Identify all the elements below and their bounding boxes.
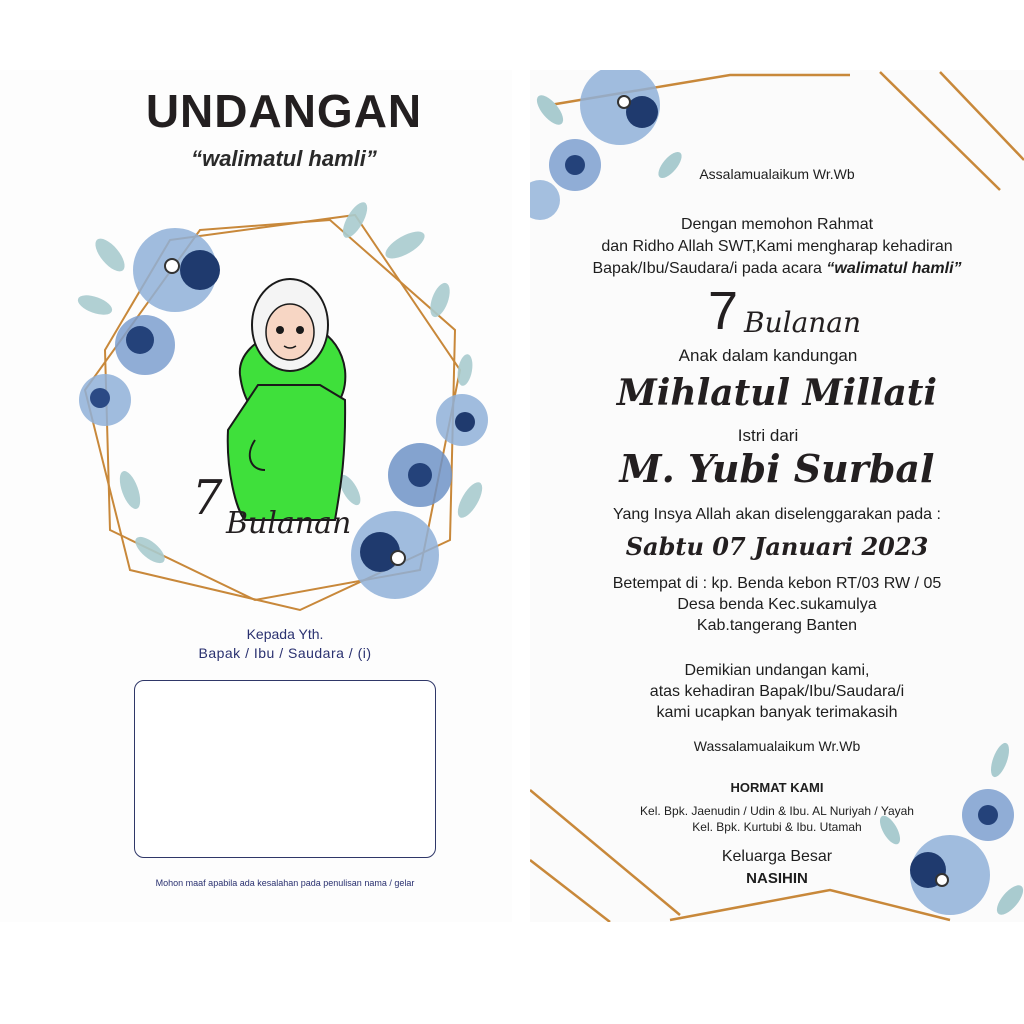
invitation-cover	[0, 70, 512, 922]
closing-paragraph	[530, 660, 1024, 723]
closing-greeting: Wassalamualaikum Wr.Wb	[693, 738, 861, 754]
invitation-content	[530, 70, 1024, 922]
child-label: Anak dalam kandungan	[678, 346, 858, 365]
flower-top-left-corner	[530, 70, 686, 220]
held-label: Yang Insya Allah akan diselenggarakan pada :	[613, 506, 941, 523]
flower-right-low	[388, 443, 452, 507]
closing-line: atas kehadiran Bapak/Ibu/Saudara/i	[649, 683, 905, 700]
closing-line: kami ucapkan banyak terimakasih	[656, 704, 898, 721]
flower-left-mid	[115, 315, 175, 375]
recipient-salutation: Bapak / Ibu / Saudara / (i)	[198, 645, 372, 661]
family-line: Kel. Bpk. Jaenudin / Udin & Ibu. AL Nuriyah / Yayah	[640, 804, 914, 818]
event-date: Sabtu 07 Januari 2023	[625, 532, 929, 561]
family-line: Kel. Bpk. Kurtubi & Ibu. Utamah	[692, 820, 862, 834]
venue-line: Desa benda Kec.sukamulya	[677, 596, 877, 613]
intro-line: Dengan memohon Rahmat	[680, 216, 874, 233]
pregnant-woman-illustration	[228, 279, 346, 520]
flower-top-left	[133, 228, 220, 312]
event-name: “walimatul hamli”	[826, 260, 962, 277]
family-label: Keluarga Besar	[721, 848, 833, 865]
intro-line: dan Ridho Allah SWT,Kami mengharap kehadiran	[601, 238, 953, 255]
intro-line	[530, 258, 1024, 280]
intro-line-text: Bapak/Ibu/Saudara/i pada acara	[592, 260, 827, 277]
venue-block	[530, 573, 1024, 636]
flower-right-mid	[436, 394, 488, 446]
cover-subtitle: “walimatul hamli”	[191, 146, 377, 171]
cover-badge-number: 7	[192, 470, 223, 526]
family-name: NASIHIN	[746, 870, 808, 887]
intro-paragraph	[530, 214, 1024, 280]
cover-badge-word: Bulanan	[226, 506, 352, 541]
signature-families	[530, 803, 1024, 835]
recipient-name-box	[134, 680, 436, 858]
cover-title: UNDANGAN	[145, 85, 423, 137]
closing-line: Demikian undangan kami,	[684, 662, 870, 679]
recipient-label: Kepada Yth.	[246, 626, 324, 642]
flower-bottom-right	[351, 511, 439, 599]
opening-greeting: Assalamualaikum Wr.Wb	[699, 166, 855, 182]
cover-footnote: Mohon maaf apabila ada kesalahan pada penulisan nama / gelar	[155, 878, 415, 888]
father-name: M. Yubi Surbal	[619, 446, 935, 491]
venue-line: Kab.tangerang Banten	[696, 617, 858, 634]
venue-line: Betempat di : kp. Benda kebon RT/03 RW / 05	[612, 575, 942, 592]
flower-left-low	[79, 374, 131, 426]
spouse-label: Istri dari	[737, 426, 799, 445]
signature-heading: HORMAT KAMI	[730, 780, 824, 795]
mother-name: Mihlatul Millati	[616, 372, 938, 414]
badge-word: Bulanan	[744, 306, 862, 339]
badge-number: 7	[708, 281, 739, 341]
floral-wreath-illustration	[0, 70, 512, 670]
